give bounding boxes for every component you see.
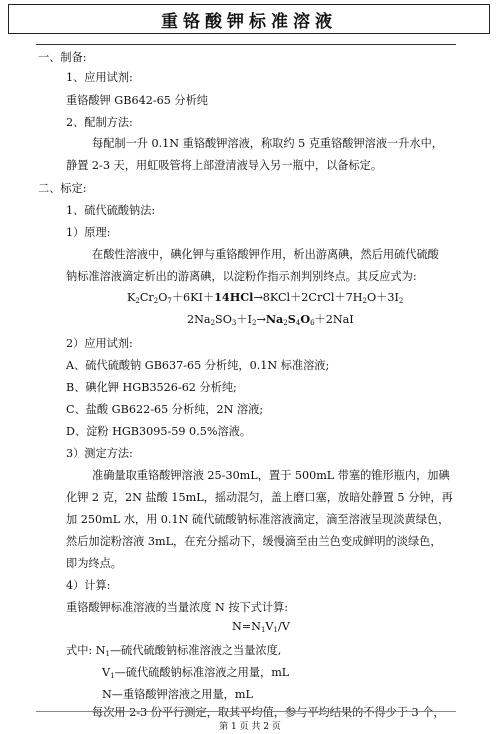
eq1-part: 14HCl: [214, 290, 254, 304]
method-line: 准确量取重铬酸钾溶液 25-30mL，置于 500mL 带塞的锥形瓶内，加碘: [92, 469, 450, 482]
eq1-sub: 2: [153, 297, 159, 305]
reaction-equation-1: [127, 289, 403, 305]
eq2-part: ＋2NaI: [314, 313, 354, 326]
formula-sub: 1: [273, 626, 278, 634]
formula-part: /V: [277, 620, 290, 633]
section-2-1-heading: 1、硫代硫酸钠法:: [66, 204, 156, 217]
eq2-part: Na: [265, 312, 284, 326]
reaction-equation-2: [187, 311, 354, 327]
eq1-part: K: [127, 291, 136, 304]
def-part: 式中: N: [66, 644, 106, 657]
section-1-2-heading: 2、配制方法:: [66, 116, 133, 129]
eq2-sub: 2: [210, 319, 216, 327]
definition-v1: [102, 664, 289, 680]
closing-line: 每次用 2-3 份平行测定，取其平均值，参与平均结果的不得少于 3 个，: [92, 706, 445, 719]
header-rule: [36, 44, 456, 45]
normality-formula: [232, 620, 290, 634]
page-number: 第 1 页 共 2 页: [219, 722, 281, 732]
footer-rule: [36, 711, 456, 712]
eq1-sub: 2: [398, 297, 404, 305]
method-heading: 3）测定方法:: [66, 447, 133, 460]
eq2-part: O: [300, 312, 311, 326]
reagent-item: D、淀粉 HGB3095-59 0.5%溶液。: [66, 425, 252, 438]
eq1-sub: 7: [167, 297, 172, 305]
prep-paragraph-line-1: 每配制一升 0.1N 重铬酸钾溶液，称取约 5 克重铬酸钾溶液一升水中，: [92, 137, 443, 150]
eq2-part: ＋I: [236, 313, 252, 326]
eq2-sub: 2: [283, 319, 288, 327]
calc-heading: 4）计算:: [66, 579, 111, 592]
reagents-heading: 2）应用试剂:: [66, 337, 133, 350]
principle-line-2: 钠标准溶液滴定析出的游离碘，以淀粉作指示剂判别终点。其反应式为:: [66, 270, 417, 283]
reagent-item: A、硫代硫酸钠 GB637-65 分析纯，0.1N 标准溶液;: [66, 359, 330, 372]
def-part: V: [102, 666, 111, 679]
section-1-1-heading: 1、应用试剂:: [66, 71, 133, 84]
definition-n: N—重铬酸钾溶液之用量，mL: [102, 688, 253, 701]
eq2-sub: 6: [310, 319, 315, 327]
method-line: 然后加淀粉溶液 3mL，在充分摇动下，缓慢滴至由兰色变成鲜明的淡绿色，: [66, 535, 442, 548]
eq1-part: O: [158, 291, 168, 304]
eq1-part: O＋3I: [367, 291, 399, 304]
method-line: 加 250mL 水，用 0.1N 硫代硫酸钠标准溶液滴定，滴至溶液呈现淡黄绿色，: [66, 513, 450, 526]
method-line: 化钾 2 克，2N 盐酸 15mL，摇动混匀，盖上磨口塞，放暗处静置 5 分钟，再: [66, 491, 453, 504]
def-sub: 1: [110, 672, 115, 680]
eq2-sub: 4: [295, 319, 301, 327]
def-part: —硫代硫酸钠标准溶液之用量，mL: [114, 666, 290, 679]
method-line: 即为终点。: [66, 557, 122, 570]
principle-line-1: 在酸性溶液中，碘化钾与重铬酸钾作用，析出游离碘，然后用硫代硫酸: [92, 248, 439, 261]
section-2-heading: 二、标定:: [38, 182, 87, 195]
eq1-sub: 2: [135, 297, 140, 305]
reagent-item: C、盐酸 GB622-65 分析纯，2N 溶液;: [66, 403, 264, 416]
eq1-part: ＋6KI＋: [171, 291, 215, 304]
reagent-item: B、碘化钾 HGB3526-62 分析纯;: [66, 381, 237, 394]
eq1-sub: 2: [362, 297, 368, 305]
formula-sub: 1: [260, 626, 266, 634]
eq2-sub: 3: [231, 319, 237, 327]
definition-n1: [66, 642, 281, 658]
def-part: —硫代硫酸钠标准溶液之当量浓度,: [109, 644, 282, 657]
eq2-part: →: [256, 313, 266, 326]
formula-part: V: [265, 620, 274, 633]
eq2-part: S: [287, 312, 296, 326]
formula-part: N=N: [232, 620, 261, 633]
document-title: 重铬酸钾标准溶液: [8, 4, 490, 34]
eq2-part: SO: [215, 313, 232, 326]
eq2-sub: 2: [251, 319, 257, 327]
eq1-part: Cr: [139, 291, 154, 304]
section-1-heading: 一、制备:: [38, 51, 87, 64]
def-sub: 1: [105, 650, 110, 658]
calc-intro: 重铬酸钾标准溶液的当量浓度 N 按下式计算:: [66, 601, 289, 614]
eq2-part: 2Na: [187, 313, 211, 326]
prep-paragraph-line-2: 静置 2-3 天，用虹吸管将上部澄清液导入另一瓶中，以备标定。: [66, 159, 383, 172]
principle-heading: 1）原理:: [66, 226, 111, 239]
reagent-text: 重铬酸钾 GB642-65 分析纯: [66, 94, 208, 107]
eq1-part: →8KCl＋2CrCl＋7H: [253, 291, 363, 304]
